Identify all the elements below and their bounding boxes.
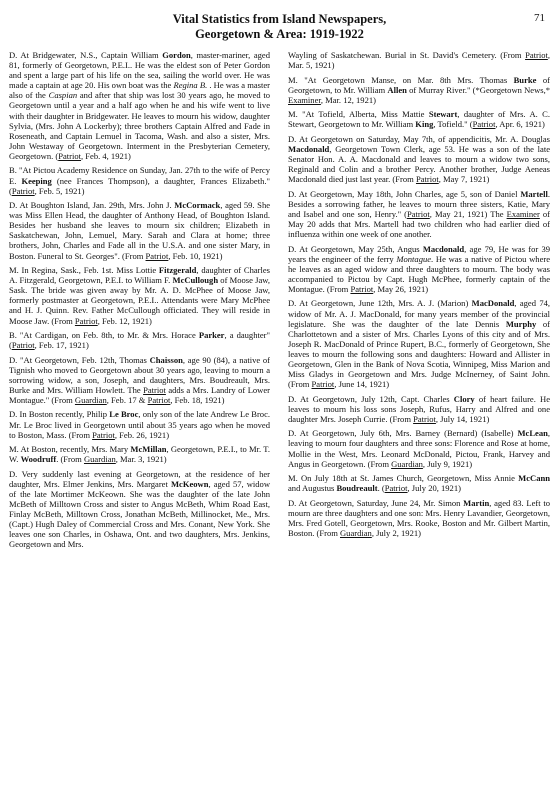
entry-text: of Murray River." (*Georgetown News,* <box>406 84 550 95</box>
surname: Chaisson <box>149 354 183 365</box>
entry-text: D. At Georgetown, May 25th, Angus <box>288 243 423 254</box>
entry-text: D. At Georgetown, June 12th, Mrs. A. J. (Marion) <box>288 298 472 309</box>
entry-text: . He was a master also of the <box>9 80 270 101</box>
entry-text: , master-mariner, aged 81, formerly of Georgetown, P.E.I.. He was the eldest son of Peter Gordon and spent a large part of his life on the sea, sailing the world over. He was made a captain at age 20. His own boat was the <box>9 50 270 91</box>
record-entry <box>288 50 550 70</box>
entry-text: M. "At Georgetown Manse, on Mar. 8th Mrs. Thomas <box>288 74 514 85</box>
entry-text: M. In Regina, Sask., Feb. 1st. Miss Lottie <box>9 265 159 276</box>
entry-text: , May 7, 1921) <box>438 174 490 185</box>
record-entry <box>288 394 550 424</box>
entry-text: . He was a native of Pictou where he leaves as an aged widow and three daughters to mourn. The body was accompanied to Pictou by Capt. Hugh McPhee, formerly captain of the Montague. (From <box>288 253 550 294</box>
record-entry <box>288 244 550 294</box>
entry-text: of heart failure. He leaves to mourn his loss sons Joseph, Rufus, Harry and Alfred and one daughter Mrs. Joseph Currie. (From <box>288 393 550 424</box>
surname: McLean <box>517 428 548 439</box>
title-line-1: Vital Statistics from Island Newspapers, <box>172 12 387 26</box>
entry-text: , Feb. 26, 1921) <box>114 429 170 440</box>
entry-text: , aged 59. She was Miss Ellen Head, the daughter of Anthony Head, of Boughton Island. Besides her husband she leaves to mourn six children; Elizabeth in Saskatchewan, John, Lemuel, Mary. Sarah and Clara at home; three brothers, John, Charles and Fade all in the U.S.A. and one sister Mary, in Boston. Funeral to St. Georges". (From <box>9 200 271 261</box>
entry-text: , aged 74, widow of Mr. A. J. MacDonald, for many years member of the provincial legislature. She was the daughter of the late Dennis <box>288 298 551 329</box>
newspaper-name: Guardian <box>340 527 372 538</box>
surname: Stewart <box>428 109 458 120</box>
entry-text: D. At Bridgewater, N.S., Captain William <box>9 50 163 60</box>
newspaper-name: Guardian <box>391 458 423 469</box>
newspaper-name: Patriot <box>384 483 408 494</box>
entry-text: D. Very suddenly last evening at Georgetown, at the residence of her daughter, Mrs. Elmer Jenkins, Mrs. Margaret <box>9 468 270 489</box>
surname: Gordon <box>162 50 191 60</box>
surname: Woodruff <box>20 454 57 465</box>
entry-text: B. "At Cardigan, on Feb. 8th, to Mr. & Mrs. Horace <box>9 330 199 340</box>
newspaper-name: Patriot <box>407 208 430 219</box>
entry-text: , Georgetown Town Clerk, age 53. He was a son of the late Senator Hon. A. A. Macdonald and leaves to mourn a widow two sons, Reginald and Colin and a brother Percy. Another brother, Judge Aeneas Macdonald died just last year. (From <box>288 143 550 185</box>
entry-text: , July 20, 1921) <box>407 483 461 494</box>
record-entry <box>288 473 550 493</box>
surname: Murphy <box>505 318 537 329</box>
newspaper-name: Patriot <box>92 429 115 440</box>
entry-text: , May 26, 1921) <box>373 283 429 294</box>
newspaper-name: Patriot <box>145 250 169 261</box>
entry-text: D. In Boston recently, Philip <box>9 409 110 420</box>
newspaper-name: Patriot <box>311 379 335 390</box>
record-entry <box>288 428 550 468</box>
vessel-name: Regina B. <box>173 80 208 91</box>
record-entry <box>9 409 270 439</box>
entry-text: adds a Mrs. Landry of Lower Montague." (From <box>9 384 270 405</box>
newspaper-name: Patriot <box>472 119 496 130</box>
record-entry <box>9 330 270 350</box>
surname: McCormack <box>174 200 221 211</box>
record-entry <box>9 469 270 550</box>
newspaper-name: Guardian <box>83 454 116 465</box>
entry-text: D. At Georgetown, Saturday, June 24, Mr. Simon <box>288 497 464 508</box>
record-entry <box>288 189 550 239</box>
newspaper-name: Examiner <box>506 208 540 219</box>
surname: Boudreault <box>336 483 378 494</box>
vessel-name: Montague <box>396 253 432 264</box>
surname: King <box>415 119 434 130</box>
entry-text: , a daughter" ( <box>9 330 270 351</box>
entry-text: , Feb. 17, 1921) <box>34 340 89 351</box>
entry-text: D. At Georgetown, July 6th, Mrs. Barney (Bernard) (Isabelle) <box>288 428 518 439</box>
surname: McCullough <box>172 275 219 286</box>
surname: Macdonald <box>422 243 465 254</box>
entry-text: , July 14, 1921) <box>435 413 490 424</box>
entry-text: , daughter of Charles A. Fitzgerald, Georgetown, P.E.I. to William F. <box>9 265 270 286</box>
entry-text: D. At Boughton Island, Jan. 29th, Mrs. John J. <box>9 200 175 211</box>
entry-text: , Feb. 12, 1921) <box>97 315 152 326</box>
vessel-name: Caspian <box>48 90 78 101</box>
entry-text: , aged 57, widow of the late Mortimer McKeown. She was the daughter of the late John McBeth of Milltown Cross and sister to Angus McBeth, Whim Road East, Finlay McBeth, Milltown Cross, Jonathan McBeth, Millinocket, Me., Mrs. (Capt.) Hugh Daley of Commercial Cross and Mrs. Conant, New York. She leaves one son Charles, in Oshawa, Ont. and two daughters, Mrs. Jenkins, Georgetown and Mrs. <box>9 478 270 550</box>
entry-text: D. "At Georgetown, Feb. 12th, Thomas <box>9 354 150 365</box>
surname: Macdonald <box>288 143 330 154</box>
record-entry <box>9 265 270 326</box>
surname: Le Broc <box>109 409 139 420</box>
entry-text: D. At Georgetown, July 12th, Capt. Charles <box>288 393 454 404</box>
entry-text: D. At Georgetown on Saturday, May 7th, of appendicitis, Mr. A. Douglas <box>288 133 550 144</box>
newspaper-name: Patriot <box>525 50 548 60</box>
entry-text: of May 20 adds that Mrs. Martell had two children who had earlier died of influenza within one week of one another. <box>288 208 550 240</box>
newspaper-name: Patriot <box>74 315 98 326</box>
title-line-2: Georgetown & Area: 1919-1922 <box>195 27 364 41</box>
record-entry <box>288 498 550 538</box>
record-entry <box>288 109 550 129</box>
surname: Fitzgerald <box>158 265 197 276</box>
right-column <box>288 50 550 542</box>
surname: Clory <box>453 393 475 404</box>
entry-text: , Feb. 5, 1921) <box>34 185 85 196</box>
newspaper-name: Patriot <box>11 340 35 351</box>
newspaper-name: Patriot <box>11 185 35 196</box>
record-entry <box>288 134 550 184</box>
entry-text: of Georgetown, to Mr. William <box>288 74 550 95</box>
entry-text: , aged 83. Left to mourn are three daughters and one son: Mrs. Henry Lavandier, Georgetown, Mrs. Fred Gotell, Georgetown, Mrs. Rooke, Boston and Mr. Gilbert Martin, Boston. (From <box>288 497 550 538</box>
entry-text: , Tofield." ( <box>433 119 473 130</box>
entry-text: , age 90 (84), a native of Tignish who moved to Georgetown about 30 years ago, leaving to mourn a sorrowing widow, a son, Joseph, and daughters, Mrs. Boudreault, Mrs. Burke and Mrs. William Howlett. The <box>9 354 270 395</box>
entry-text: , Feb. 18, 1921) <box>170 394 225 405</box>
surname: Burke <box>513 74 537 85</box>
newspaper-name: Patriot <box>415 174 439 185</box>
entry-text: , Mar. 3, 1921) <box>115 454 167 465</box>
entry-text: , daughter of Mrs. A. C. Stewart, Georgetown to Mr. William <box>288 109 550 130</box>
entry-text: . (From <box>56 454 84 465</box>
entry-text: , Mar. 12, 1921) <box>320 94 376 105</box>
entry-text: , Feb. 4, 1921) <box>81 150 131 161</box>
surname: Martell <box>520 188 548 199</box>
entry-text: , Feb. 10, 1921) <box>168 250 223 261</box>
surname: Keeping <box>21 175 52 186</box>
surname: McMillan <box>130 444 167 455</box>
newspaper-name: Patriot <box>147 394 171 405</box>
entry-text: , Apr. 6, 1921) <box>495 119 545 130</box>
surname: Parker <box>198 330 225 340</box>
entry-text: , age 79, He was for 39 years the engineer of the ferry <box>288 243 550 264</box>
newspaper-name: Patriot <box>58 150 82 161</box>
entry-text: , leaving to mourn four daughters and three sons: Florence and Rose at home, Mollie in the West, Mrs. Leonard McDonald, Pictou, Frank, Harvey and Angus in Georgetown. (From <box>288 428 550 469</box>
entry-text: M. At Boston, recently, Mrs. Mary <box>9 444 131 455</box>
entry-text: , May 21, 1921) The <box>429 208 507 219</box>
entry-text: Wayling of Saskatchewan. Burial in St. David's Cemetery. (From <box>288 50 526 60</box>
surname: McKeown <box>170 478 209 489</box>
record-entry <box>288 75 550 105</box>
newspaper-name: Guardian <box>74 394 107 405</box>
page-number: 71 <box>534 12 545 24</box>
entry-text: M. On July 18th at St. James Church, Georgetown, Miss Annie <box>288 473 519 484</box>
entry-text: , Feb. 17 & <box>106 394 148 405</box>
record-entry <box>9 200 270 261</box>
record-entry <box>9 50 270 161</box>
entry-text: , Georgetown, P.E.I., to Mr. T. W. <box>9 444 270 465</box>
surname: McCann <box>518 473 550 484</box>
surname: Allen <box>387 84 407 95</box>
entry-text: and Augustus <box>288 483 337 494</box>
newspaper-name: Patriot <box>413 413 436 424</box>
newspaper-name: Examiner <box>288 94 321 105</box>
entry-text: , only son of the late Andrew Le Broc. Mr. Le Broc lived in Georgetown until about 35 years ago when he moved to Boston, Mass. (From <box>9 409 270 440</box>
record-entry <box>288 298 550 389</box>
entry-text: D. At Georgetown, May 18th, John Charles, age 5, son of Daniel <box>288 188 521 199</box>
entry-text: , July 9, 1921) <box>422 458 473 469</box>
entry-text: . Besides a sorrowing father, he leaves to mourn three sisters, Katie, Mary and Isabel and one son, Henry." ( <box>288 188 550 219</box>
entry-text: , Mar. 5, 1921) <box>288 50 550 71</box>
left-column <box>9 50 270 554</box>
newspaper-name: Patriot <box>350 283 374 294</box>
entry-text: and after that ship was lost 30 years ago, he moved to Georgetown until a year and a half ago when he and his wife went to live with their daughter in Bridgewater. He leaves to mourn his widow, daughter Sylvia, (Mrs. John A Lockerby); three brothers Captain Alfred and Fade in Roseneath, and Captain Lemuel in Tacoma, Wash. and also a sister, Mrs. John Westaway of Georgetown. Interment in the Presbyterian Cemetery, Georgetown. ( <box>9 90 270 161</box>
entry-text: B. "At Pictou Academy Residence on Sunday, Jan. 27th to the wife of Percy E. <box>9 165 270 186</box>
entry-text: , July 2, 1921) <box>371 527 421 538</box>
record-entry <box>9 355 270 405</box>
surname: Martin <box>463 497 490 508</box>
entry-text: (nee Frances Thompson), a daughter, Frances Elizabeth." ( <box>9 175 270 196</box>
page-title <box>0 12 559 42</box>
record-entry <box>9 165 270 195</box>
surname: MacDonald <box>471 298 515 309</box>
entry-text: . ( <box>377 483 385 494</box>
entry-text: of Charlottetown and a sister of Mrs. Charles Lyons of this city and of Mrs. Joseph R. MacDonald of Prince Rupert, B.C., formerly of Georgetown, She leaves to mourn the following sons and daughters: Howard and Allister in Georgetown, Glen in the Bank of Nova Scotia, Winnipeg, Miss Marion and Miss Gladys in Georgetown and Mrs. Judge McInerney, of Saint John. (From <box>288 318 550 390</box>
record-entry <box>9 444 270 464</box>
newspaper-name: Patriot <box>143 384 166 395</box>
entry-text: M. "At Tofield, Alberta, Miss Mattie <box>288 109 429 120</box>
entry-text: of Moose Jaw, Sask. The bride was given away by Mr. A. D. McPhee of Moose Jaw, formerly postmaster at Georgetown, P.E.I.. Attendants were Mary McPhee and H. J. Quinn. Rev. Father McCullough officiated. They will reside in Moose Jaw. (From <box>9 275 271 326</box>
entry-text: , June 14, 1921) <box>334 379 390 390</box>
